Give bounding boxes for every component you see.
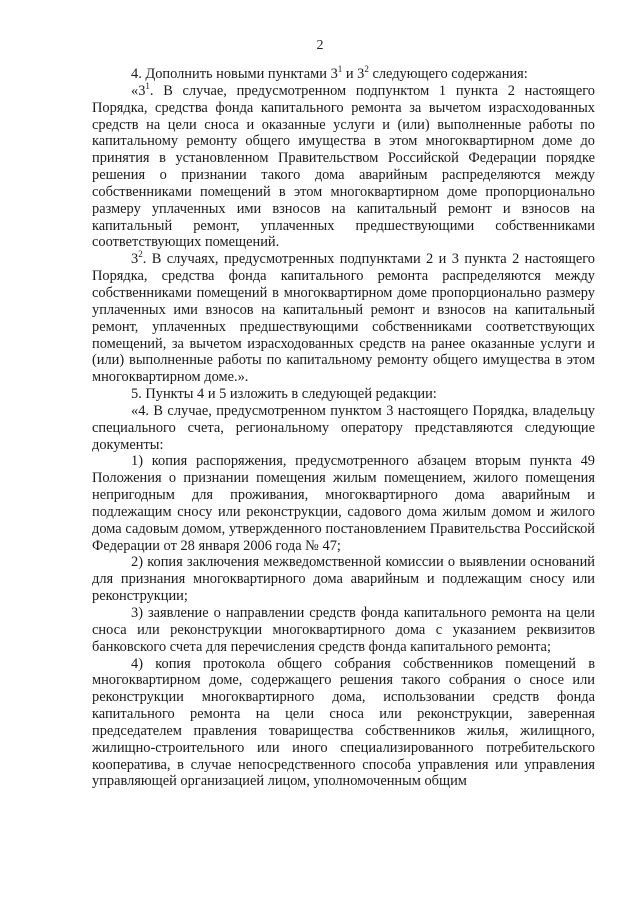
page-number: 2 xyxy=(316,38,324,53)
paragraph-subpoint-4: 4) копия протокола общего собрания собственников помещений в многоквартирном доме, содержащего решения такого собрания о сносе или реконструкции многоквартирного дома, использовании средств фонда капитального ремонта на цели сноса или реконструкции, заверенная председателем правления товарищества собственников жилья, жилищного, жилищно-строительного или иного специализированного потребительского кооператива, в случае непосредственного способа управления или управления управляющей организацией лицом, уполномоченным общим xyxy=(92,655,595,790)
paragraph-subpoint-2: 2) копия заключения межведомственной комиссии о выявлении оснований для признания многоквартирного дома аварийным и подлежащим сносу или реконструкции; xyxy=(92,554,595,605)
paragraph-item-5: 5. Пункты 4 и 5 изложить в следующей редакции: xyxy=(131,386,437,403)
document-body xyxy=(92,66,595,790)
paragraph-point-4: «4. В случае, предусмотренном пунктом 3 настоящего Порядка, владельцу специального счета, региональному оператору представляются следующие документы: xyxy=(92,402,595,453)
paragraph-item-4: 4. Дополнить новыми пунктами $3^1$ и $3^2$ следующего содержания: xyxy=(131,64,528,82)
paragraph-subpoint-1: 1) копия распоряжения, предусмотренного абзацем вторым пункта 49 Положения о признании помещения жилым помещением, жилого помещения непригодным для проживания, многоквартирного дома аварийным и подлежащим сносу или реконструкции, садового дома жилым домом и жилого дома садовым домом, утвержденного постановлением Правительства Российской Федерации от 28 января 2006 года № 47; xyxy=(92,453,595,554)
paragraph-point-3-2: $3^2$. В случаях, предусмотренных подпунктами 2 и 3 пункта 2 настоящего Порядка, средства фонда капитального ремонта распределяются между собственниками помещений в многоквартирном доме пропорционально размеру уплаченных ими взносов на капитальный ремонт и взносов на капитальный ремонт, уплаченных предшествующими собственниками соответствующих помещений, за вычетом израсходованных средств на ранее оказанные услуги и (или) выполненные работы по капитальному ремонту общего имущества в этом многоквартирном доме.». xyxy=(92,249,595,386)
paragraph-point-3-1: «$3^1$. В случае, предусмотренном подпунктом 1 пункта 2 настоящего Порядка, средства фонда капитального ремонта за вычетом израсходованных средств на цели сноса и оказанные услуги и (или) выполненные работы по капитальному ремонту общего имущества в этом многоквартирном доме до принятия в установленном Правительством Российской Федерации порядке решения о признании такого дома аварийным распределяются между собственниками помещений в этом многоквартирном доме пропорционально размеру уплаченных ими взносов на капитальный ремонт и взносов на капитальный ремонт, уплаченных предшествующими собственниками соответствующих помещений. xyxy=(92,81,595,251)
paragraph-subpoint-3: 3) заявление о направлении средств фонда капитального ремонта на цели сноса или реконструкции многоквартирного дома с указанием реквизитов банковского счета для перечисления средств фонда капитального ремонта; xyxy=(92,605,595,655)
